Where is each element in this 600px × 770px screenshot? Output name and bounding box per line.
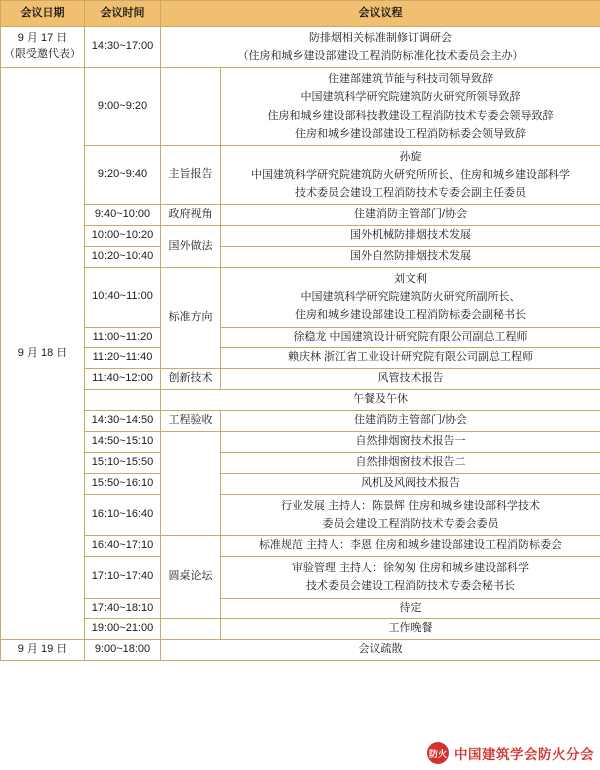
topic-line: 自然排烟窗技术报告一 — [355, 435, 466, 448]
topic-line: 刘文利 — [394, 273, 427, 286]
cell-topic — [221, 145, 600, 204]
topic-line: （住房和城乡建设部建设工程消防标准化技术委员会主办） — [237, 50, 524, 63]
cell-topic — [221, 536, 600, 557]
table-row — [1, 390, 600, 411]
cell-topic — [161, 390, 600, 411]
cell-section — [161, 432, 221, 536]
table-row — [1, 474, 600, 495]
cell-time: 16:40~17:10 — [85, 536, 161, 557]
table-body — [1, 27, 600, 661]
cell-topic — [221, 369, 600, 390]
cell-time: 15:50~16:10 — [85, 474, 161, 495]
cell-topic — [221, 474, 600, 495]
cell-topic — [221, 348, 600, 369]
topic-line: 国外机械防排烟技术发展 — [350, 229, 471, 242]
cell-topic — [221, 495, 600, 536]
cell-time: 19:00~21:00 — [85, 619, 161, 640]
watermark-text: 中国建筑学会防火分会 — [454, 747, 594, 762]
table-row — [1, 557, 600, 598]
cell-time: 10:00~10:20 — [85, 226, 161, 247]
table-row — [1, 348, 600, 369]
topic-line: 审验管理 主持人：徐匆匆 住房和城乡建设部科学 — [291, 562, 530, 575]
header-row — [1, 1, 600, 27]
cell-time: 9:00~9:20 — [85, 68, 161, 146]
table-header — [1, 1, 600, 27]
table-row — [1, 619, 600, 640]
cell-topic — [221, 268, 600, 327]
topic-line: 委员会建设工程消防技术专委会委员 — [322, 518, 499, 531]
cell-date — [1, 68, 85, 640]
table-row — [1, 411, 600, 432]
cell-section: 创新技术 — [161, 369, 221, 390]
cell-topic — [221, 598, 600, 619]
cell-section — [161, 68, 221, 146]
cell-time: 11:00~11:20 — [85, 327, 161, 348]
cell-topic — [221, 205, 600, 226]
cell-time: 14:30~14:50 — [85, 411, 161, 432]
topic-line: 标准规范 主持人：李恩 住房和城乡建设部建设工程消防标委会 — [258, 539, 563, 552]
cell-time: 15:10~15:50 — [85, 453, 161, 474]
cell-time: 9:40~10:00 — [85, 205, 161, 226]
table-row — [1, 27, 600, 68]
topic-line: 工作晚餐 — [388, 622, 433, 635]
watermark — [427, 742, 594, 764]
cell-section: 标准方向 — [161, 268, 221, 369]
table-row — [1, 369, 600, 390]
column-header-agenda: 会议议程 — [161, 1, 600, 27]
cell-topic — [221, 411, 600, 432]
cell-time: 14:50~15:10 — [85, 432, 161, 453]
topic-line: 住房和城乡建设部科技教建设工程消防技术专委会领导致辞 — [267, 109, 554, 122]
cell-section: 国外做法 — [161, 226, 221, 268]
table-row — [1, 226, 600, 247]
table-row — [1, 268, 600, 327]
cell-time: 11:20~11:40 — [85, 348, 161, 369]
topic-line: 技术委员会建设工程消防技术专委会副主任委员 — [295, 187, 526, 200]
topic-line: 赖庆林 浙江省工业设计研究院有限公司副总工程师 — [287, 351, 534, 364]
table-row — [1, 247, 600, 268]
table-row — [1, 640, 600, 661]
cell-date — [1, 27, 85, 68]
cell-section: 主旨报告 — [161, 145, 221, 204]
cell-topic — [161, 27, 600, 68]
table-row — [1, 536, 600, 557]
topic-line: 行业发展 主持人：陈景辉 住房和城乡建设部科学技术 — [280, 500, 541, 512]
topic-line: 国外自然防排烟技术发展 — [350, 250, 471, 263]
table-row — [1, 598, 600, 619]
cell-time: 10:40~11:00 — [85, 268, 161, 327]
table-row — [1, 327, 600, 348]
cell-time: 11:40~12:00 — [85, 369, 161, 390]
date-text: 9 月 18 日 — [17, 346, 68, 359]
cell-time: 9:20~9:40 — [85, 145, 161, 204]
topic-line: 住建部建筑节能与科技司领导致辞 — [328, 73, 493, 86]
topic-line: 待定 — [399, 601, 422, 614]
cell-time: 10:20~10:40 — [85, 247, 161, 268]
cell-topic — [221, 432, 600, 453]
topic-line: 技术委员会建设工程消防技术专委会秘书长 — [306, 580, 515, 593]
date-text: 9 月 19 日 — [17, 643, 68, 656]
topic-line: 住房和城乡建设部建设工程消防标委会领导致辞 — [295, 127, 526, 140]
topic-line: 午餐及午休 — [353, 393, 408, 406]
table-row — [1, 145, 600, 204]
cell-section — [161, 619, 221, 640]
cell-time: 9:00~18:00 — [85, 640, 161, 661]
cell-date — [1, 640, 85, 661]
topic-line: 自然排烟窗技术报告二 — [355, 456, 466, 469]
topic-line: 中国建筑科学研究院建筑防火研究所领导致辞 — [300, 91, 521, 104]
topic-line: 风机及风阀技术报告 — [361, 477, 460, 490]
topic-line: 中国建筑科学研究院建筑防火研究所所长、住房和城乡建设部科学 — [251, 168, 570, 181]
cell-topic — [221, 557, 600, 598]
cell-time: 14:30~17:00 — [85, 27, 161, 68]
table-row — [1, 495, 600, 536]
topic-line: 中国建筑科学研究院建筑防火研究所副所长、 — [300, 291, 521, 304]
topic-line: 住建消防主管部门/协会 — [353, 208, 468, 221]
cell-time — [85, 390, 161, 411]
fire-society-logo-icon: 防火 — [427, 742, 449, 764]
table-row — [1, 432, 600, 453]
topic-line: 住建消防主管部门/协会 — [353, 414, 468, 427]
cell-time: 17:10~17:40 — [85, 557, 161, 598]
topic-line: 徐稳龙 中国建筑设计研究院有限公司副总工程师 — [293, 330, 528, 343]
topic-line: 防排烟相关标准制修订调研会 — [309, 32, 452, 44]
topic-line: 住房和城乡建设部建设工程消防标委会副秘书长 — [295, 309, 526, 322]
column-header-date: 会议日期 — [1, 1, 85, 27]
topic-line: 会议疏散 — [358, 643, 403, 656]
table-row — [1, 453, 600, 474]
cell-time: 16:10~16:40 — [85, 495, 161, 536]
topic-line: 风管技术报告 — [377, 372, 444, 385]
cell-topic — [221, 247, 600, 268]
cell-section: 政府视角 — [161, 205, 221, 226]
cell-topic — [221, 327, 600, 348]
table-row — [1, 205, 600, 226]
topic-line: 孙旋 — [399, 150, 422, 163]
cell-topic — [221, 68, 600, 146]
cell-time: 17:40~18:10 — [85, 598, 161, 619]
cell-topic — [221, 619, 600, 640]
cell-topic — [221, 453, 600, 474]
cell-topic — [221, 226, 600, 247]
date-note: （限受邀代表） — [4, 48, 81, 61]
cell-topic — [161, 640, 600, 661]
column-header-time: 会议时间 — [85, 1, 161, 27]
cell-section: 工程验收 — [161, 411, 221, 432]
cell-section: 圆桌论坛 — [161, 536, 221, 619]
table-row — [1, 68, 600, 146]
date-text: 9 月 17 日 — [17, 32, 68, 45]
